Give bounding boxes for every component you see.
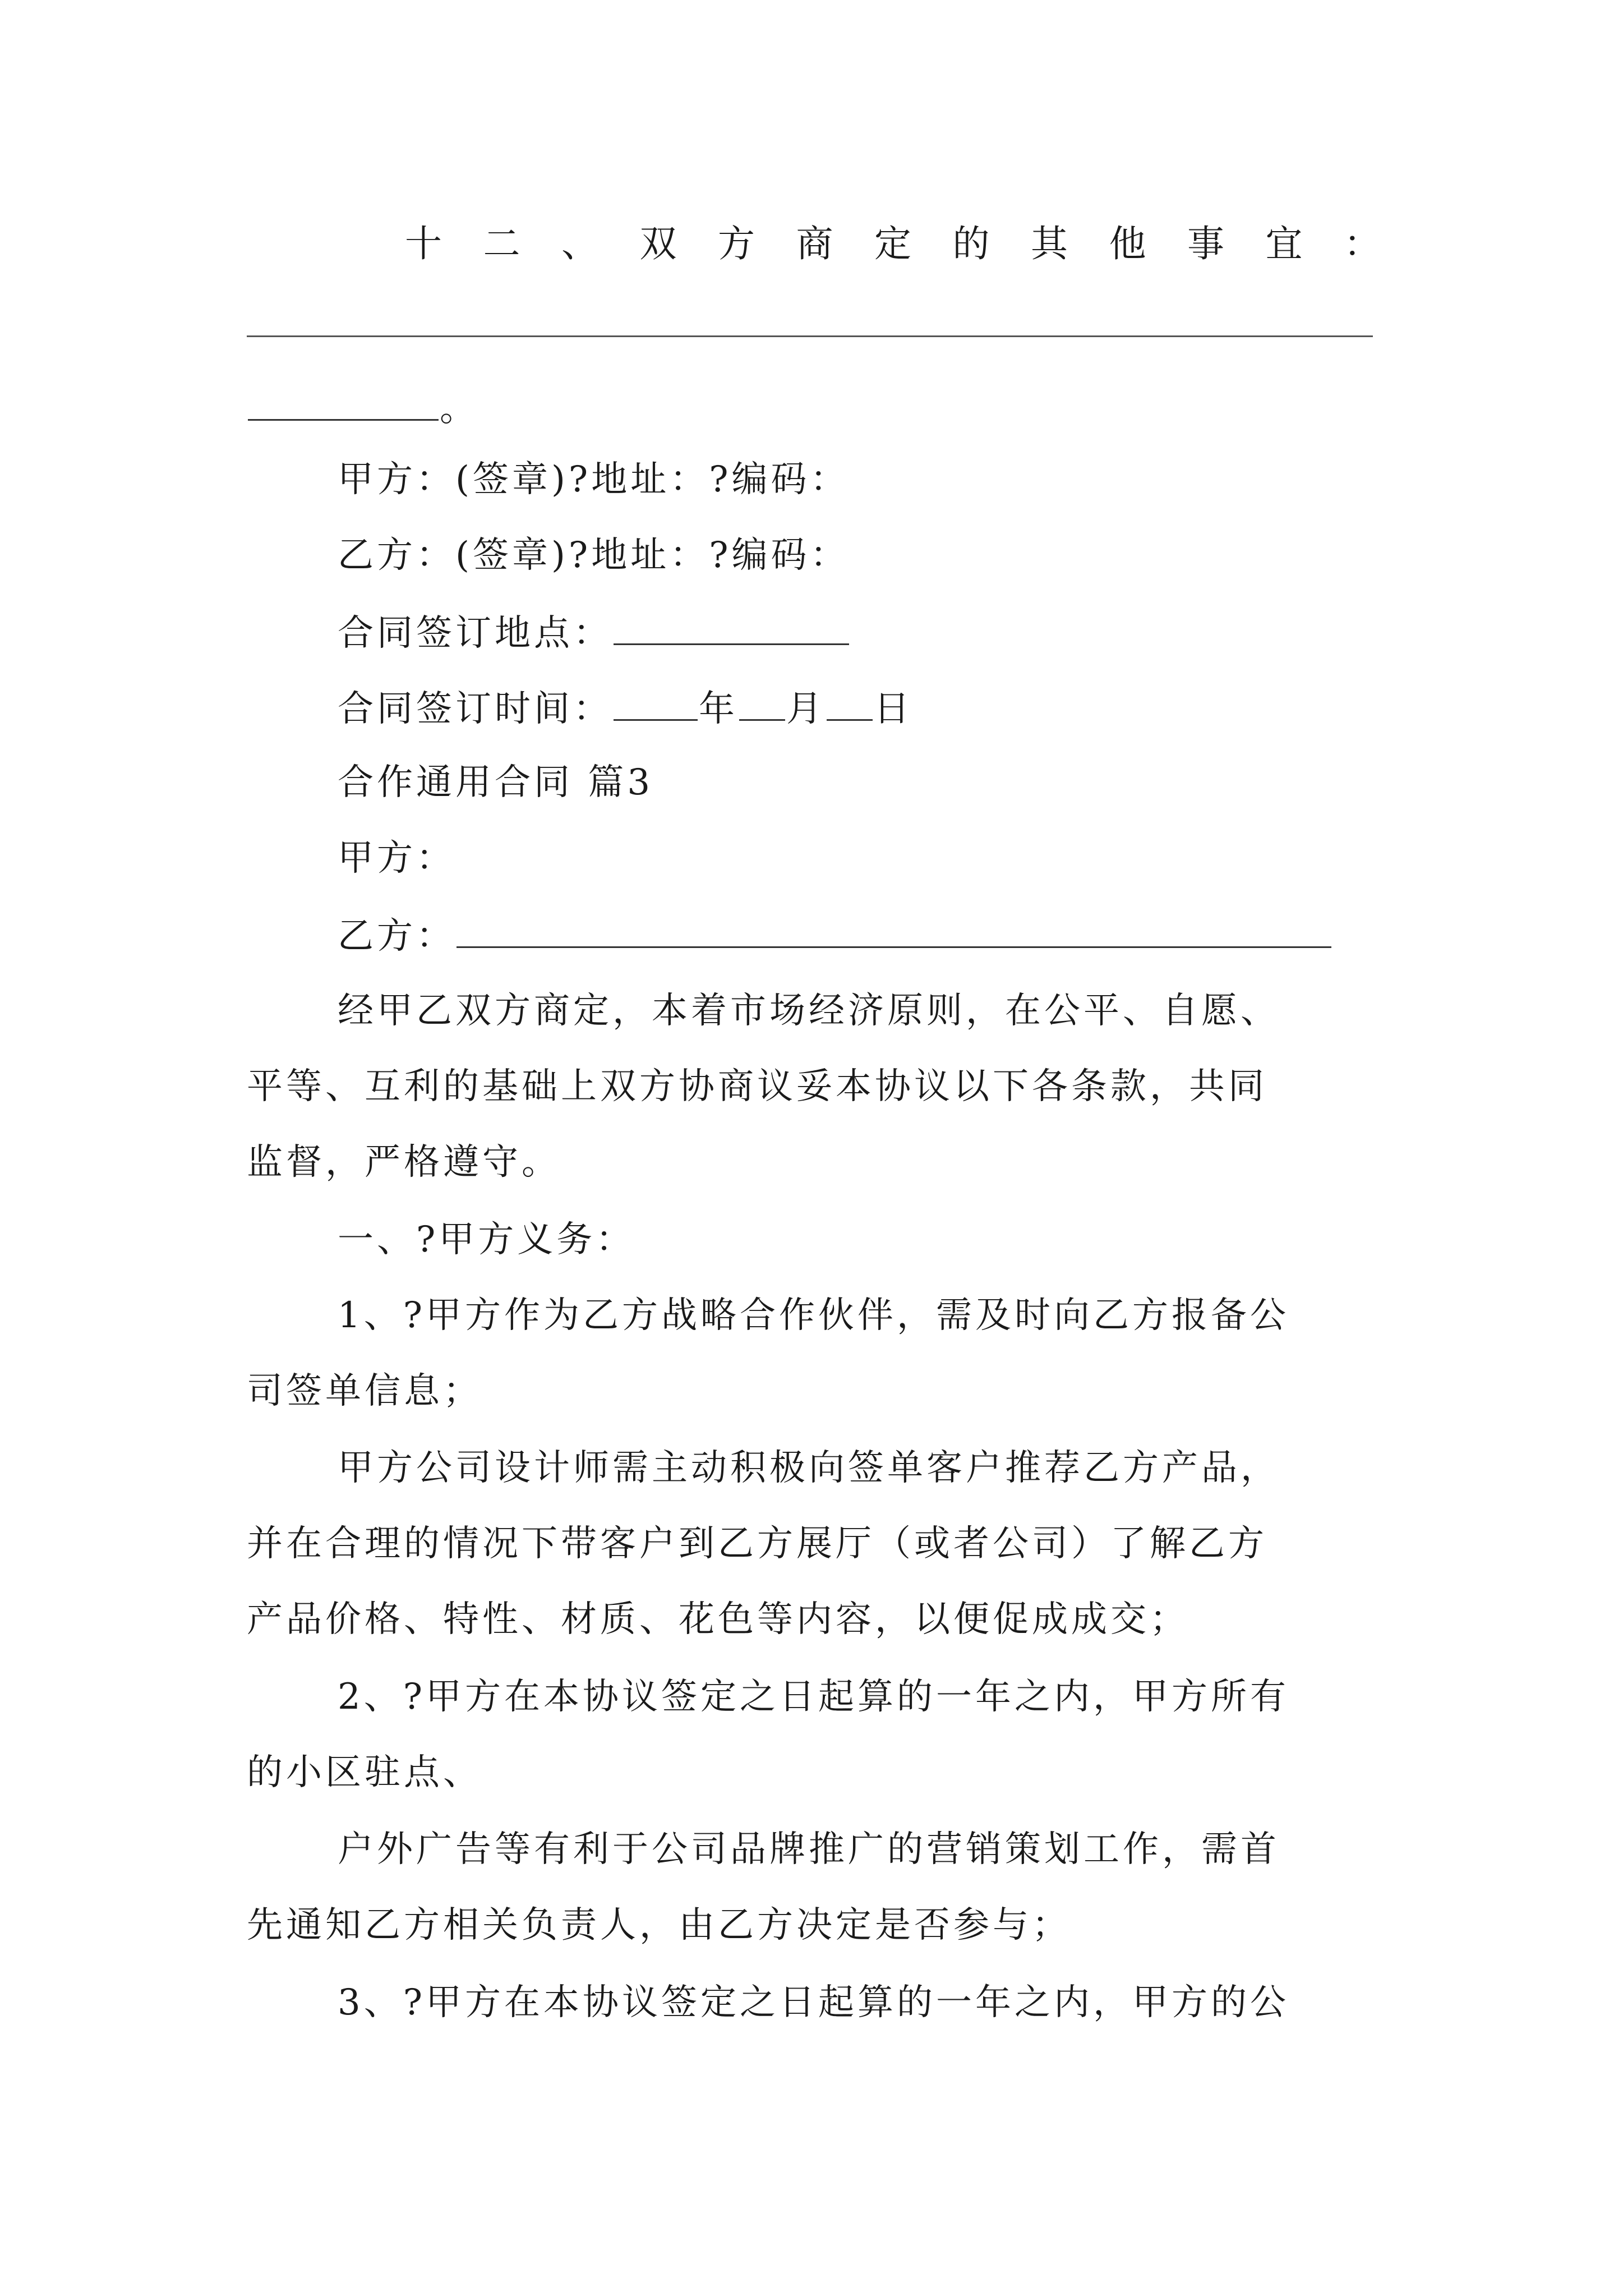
heading-char: 其: [1031, 222, 1068, 265]
paragraph-line: 1、?甲方作为乙方战略合作伙伴，需及时向乙方报备公: [338, 1295, 1290, 1336]
sign-place-blank: [614, 609, 849, 645]
month-label: 月: [786, 688, 826, 730]
party-a-label: 甲方：: [338, 838, 455, 879]
heading-char: ：: [1344, 222, 1381, 265]
heading-char: 他: [1109, 222, 1146, 265]
heading-char: 、: [561, 222, 598, 265]
year-blank: [614, 684, 698, 721]
paragraph-line: 平等、互利的基础上双方协商议妥本协议以下各条款，共同: [247, 1066, 1267, 1107]
line-end-mark: 。: [440, 388, 479, 430]
heading-char: 商: [796, 222, 833, 265]
paragraph-line: 的小区驻点、: [247, 1752, 482, 1793]
contract-title: 合作通用合同 篇3: [338, 762, 654, 803]
sign-time-label: 合同签订时间：: [338, 688, 612, 730]
paragraph-line: 2、?甲方在本协议签定之日起算的一年之内，甲方所有: [338, 1676, 1290, 1718]
party-b-signature-line: 乙方：(签章)?地址：?编码：: [338, 535, 850, 576]
sign-place-label: 合同签订地点：: [338, 613, 612, 654]
sign-time-row: [338, 684, 913, 731]
paragraph-line: 甲方公司设计师需主动积极向签单客户推荐乙方产品，: [338, 1447, 1280, 1489]
heading-char: 二: [483, 222, 520, 265]
heading-char: 事: [1187, 222, 1224, 265]
paragraph-line: 3、?甲方在本协议签定之日起算的一年之内，甲方的公: [338, 1982, 1290, 2023]
party-b-label: 乙方：: [338, 915, 455, 957]
heading-char: 定: [874, 222, 911, 265]
party-b-row: [338, 912, 1332, 959]
fill-in-line-short: [248, 384, 439, 421]
day-blank: [827, 684, 873, 721]
party-a-signature-line: 甲方：(签章)?地址：?编码：: [338, 459, 850, 500]
heading-char: 方: [718, 222, 755, 265]
paragraph-line: 产品价格、特性、材质、花色等内容，以便促成成交；: [247, 1599, 1189, 1640]
heading-char: 宜: [1265, 222, 1303, 265]
year-label: 年: [699, 688, 738, 730]
fill-in-line-long: [247, 335, 1373, 337]
day-label: 日: [874, 688, 913, 730]
paragraph-line: 户外广告等有利于公司品牌推广的营销策划工作，需首: [338, 1829, 1280, 1870]
fill-in-line-short-row: [247, 384, 479, 431]
section-heading: 一、?甲方义务：: [338, 1219, 635, 1260]
sign-place-row: [338, 609, 850, 656]
paragraph-line: 先通知乙方相关负责人，由乙方决定是否参与；: [247, 1904, 1071, 1946]
party-b-blank: [457, 912, 1331, 948]
paragraph-line: 并在合理的情况下带客户到乙方展厅（或者公司）了解乙方: [247, 1523, 1267, 1565]
paragraph-line: 经甲乙双方商定，本着市场经济原则，在公平、自愿、: [338, 990, 1280, 1032]
paragraph-line: 监督，严格遵守。: [247, 1142, 561, 1183]
section-12-heading: [405, 222, 1381, 266]
heading-char: 双: [639, 222, 677, 265]
month-blank: [739, 684, 785, 721]
heading-char: 的: [952, 222, 990, 265]
paragraph-line: 司签单信息；: [247, 1370, 482, 1412]
heading-char: 十: [405, 222, 442, 265]
